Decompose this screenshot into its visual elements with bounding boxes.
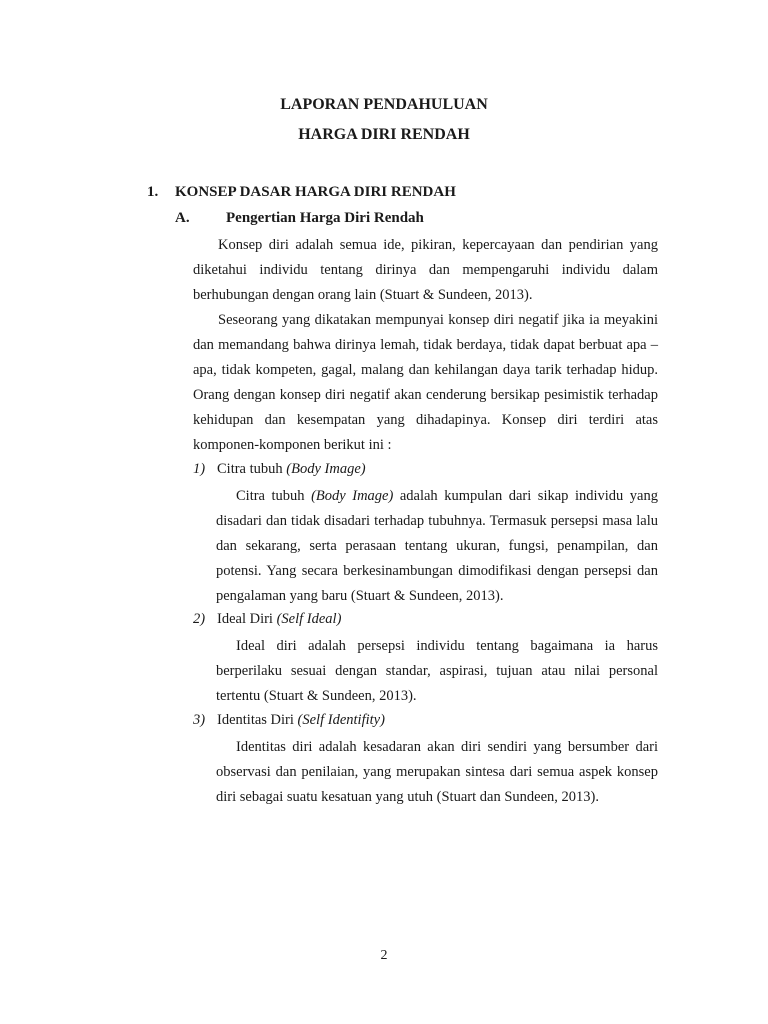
list-item-paragraph: Ideal diri adalah persepsi individu tentang bagaimana ia harus berperilaku sesuai dengan standar, aspirasi, tujuan atau nilai personal tertentu (Stuart & Sundeen, 2013). <box>216 638 658 704</box>
list-item-paragraph: Identitas diri adalah kesadaran akan diri sendiri yang bersumber dari observasi dan penilaian, yang merupakan sintesa dari semua aspek konsep diri sebagai suatu kesatuan yang utuh (Stuart dan Sundeen, 2013). <box>216 739 658 805</box>
list-item-label: Identitas Diri <box>217 712 294 728</box>
list-item-number: 1) <box>193 461 206 477</box>
document-title: LAPORAN PENDAHULUAN <box>280 96 488 113</box>
list-item-heading <box>217 461 366 478</box>
list-item-label-italic: (Self Identifity) <box>297 712 385 728</box>
list-item-number: 2) <box>193 611 206 627</box>
paragraph-text: Citra tubuh <box>236 488 305 504</box>
subsection-heading: Pengertian Harga Diri Rendah <box>226 210 424 226</box>
paragraph-konsep-diri-negatif: Seseorang yang dikatakan mempunyai konsep diri negatif jika ia meyakini dan memandang bahwa dirinya lemah, tidak berdaya, tidak dapat berbuat apa – apa, tidak kompeten, gagal, malang dan kehilangan daya tarik terhadap hidup. Orang dengan konsep diri negatif akan cenderung bersikap pesimistik terhadap kehidupan dan kesempatan yang dihadapinya. Konsep diri terdiri atas komponen-komponen berikut ini : <box>193 312 658 453</box>
paragraph-konsep-diri: Konsep diri adalah semua ide, pikiran, kepercayaan dan pendirian yang diketahui individu tentang dirinya dan mempengaruhi individu dalam berhubungan dengan orang lain (Stuart & Sundeen, 2013). <box>193 237 658 303</box>
list-item-label-italic: (Body Image) <box>286 461 366 477</box>
page-number: 2 <box>380 948 388 963</box>
list-item-label-italic: (Self Ideal) <box>276 611 342 627</box>
section-heading: KONSEP DASAR HARGA DIRI RENDAH <box>175 184 456 200</box>
subsection-letter: A. <box>175 210 190 226</box>
list-item-heading <box>217 712 385 729</box>
document-subtitle: HARGA DIRI RENDAH <box>298 126 470 143</box>
list-item-label: Citra tubuh <box>217 461 283 477</box>
list-item-number: 3) <box>193 712 206 728</box>
list-item-label: Ideal Diri <box>217 611 273 627</box>
paragraph-italic-term: (Body Image) <box>311 488 394 504</box>
paragraph-text: adalah kumpulan dari sikap individu yang disadari dan tidak disadari terhadap tubuhnya. Termasuk persepsi masa lalu dan sekarang, serta perasaan tentang ukuran, fungsi, penampilan, dan potensi. Yang secara berkesinambungan dimodifikasi dengan persepsi dan pengalaman yang baru (Stuart & Sundeen, 2013). <box>216 488 658 604</box>
section-number: 1. <box>147 184 159 200</box>
list-item-paragraph <box>216 484 658 609</box>
list-item-heading <box>217 611 341 628</box>
